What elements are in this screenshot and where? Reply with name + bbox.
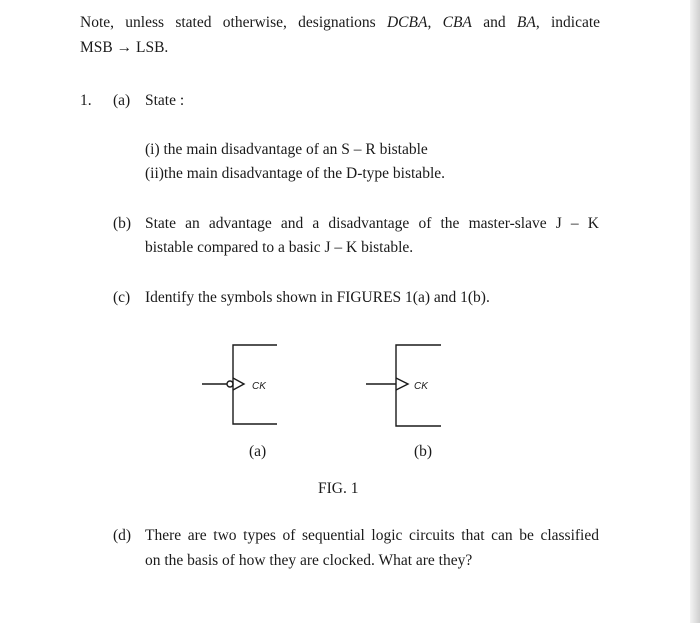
note-line-2: MSB → LSB.: [80, 39, 169, 56]
part-d-line-1: There are two types of sequential logic circuits that can be classified: [145, 527, 599, 544]
figure-caption-a: (a): [249, 443, 267, 460]
note-and: and: [483, 14, 506, 31]
part-a-text: State :: [145, 92, 185, 109]
designation-dcba: DCBA: [386, 14, 428, 31]
part-c-label: (c): [113, 289, 131, 306]
symbol-b: [366, 345, 441, 426]
symbol-a-inversion-bubble: [227, 381, 233, 387]
part-d-label: (d): [113, 527, 132, 544]
question-number: 1.: [80, 92, 92, 109]
symbol-b-ck-label: CK: [414, 381, 428, 392]
symbol-a-clock-triangle: [233, 378, 244, 390]
note-comma: ,: [427, 14, 432, 31]
part-a-item-ii: (ii)the main disadvantage of the D-type bistable.: [145, 165, 446, 182]
designation-cba: CBA: [442, 14, 472, 31]
part-c-text: Identify the symbols shown in FIGURES 1(a) and 1(b).: [145, 289, 490, 306]
part-b-line-1: State an advantage and a disadvantage of the master-slave J – K: [145, 215, 599, 232]
note-prefix: Note, unless stated otherwise, designations: [80, 14, 376, 31]
part-a-item-i: (i) the main disadvantage of an S – R bistable: [145, 141, 428, 158]
part-a-label: (a): [113, 92, 131, 109]
part-d-line-2: on the basis of how they are clocked. What are they?: [145, 552, 473, 569]
part-b-label: (b): [113, 215, 132, 232]
designation-ba: BA: [516, 14, 536, 31]
figure-title: FIG. 1: [318, 480, 359, 497]
symbol-a-ck-label: CK: [252, 381, 266, 392]
symbol-b-clock-triangle: [396, 378, 408, 390]
note-suffix: , indicate: [535, 14, 601, 31]
part-b-line-2: bistable compared to a basic J – K bistable.: [145, 239, 414, 256]
figure-caption-b: (b): [414, 443, 433, 460]
